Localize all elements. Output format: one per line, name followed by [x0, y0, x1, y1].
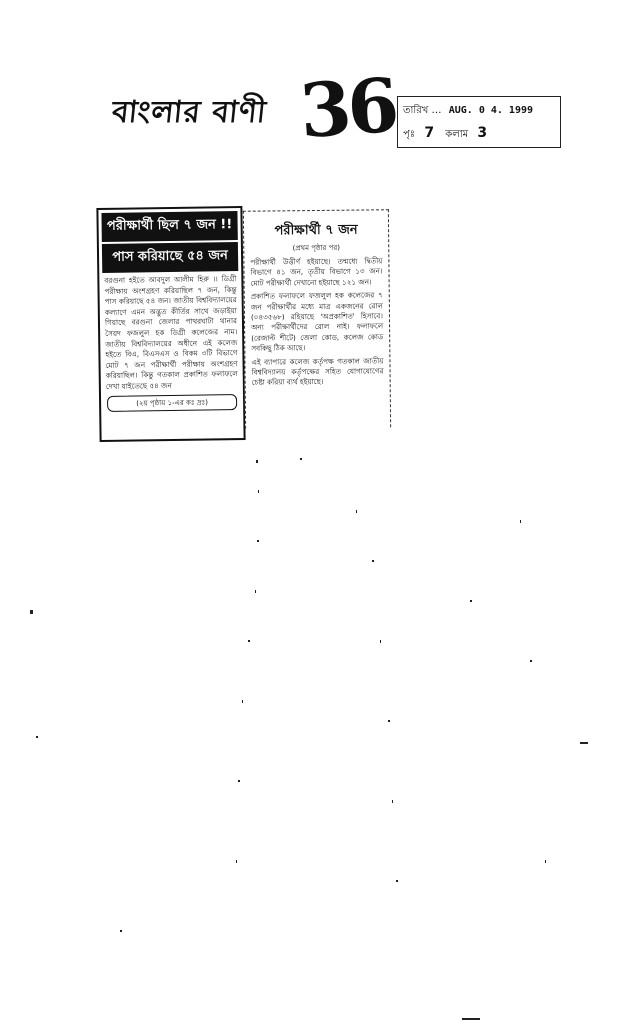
scan-speck: [530, 660, 532, 662]
stamp-page-label: পৃঃ: [403, 129, 416, 140]
scan-speck: [258, 490, 259, 493]
scan-speck: [392, 800, 393, 803]
scan-speck: [372, 560, 374, 562]
scan-speck: [300, 458, 302, 460]
clipping-headline-2: পাস করিয়াছে ৫৪ জন: [102, 242, 238, 273]
stamp-page-row: [403, 125, 495, 144]
clipping-title: পরীক্ষার্থী ৭ জন: [274, 222, 358, 239]
scan-speck: [356, 510, 357, 513]
scan-speck: [396, 880, 398, 882]
scan-speck: [580, 742, 588, 744]
scan-speck: [545, 860, 546, 863]
continuation-note: (২য় পৃষ্ঠায় ১-এর কঃ দ্রঃ): [107, 394, 237, 412]
stamp-date-row: তারিখ … AUG. 0 4. 1999: [403, 105, 534, 116]
news-clipping-continued: [243, 209, 391, 429]
scan-speck: [120, 930, 122, 932]
clipping-body-continued: [244, 256, 389, 388]
stamp-column-value: 3: [477, 125, 488, 141]
paragraph: পরীক্ষার্থী উত্তীর্ণ হইয়াছে। তন্মধ্যে দ্বিতীয় বিভাগে ৪১ জন, তৃতীয় বিভাগে ১৩ জন। মোট পরীক্ষার্থী দেখানো হইয়াছে ১২১ জন।: [250, 256, 383, 288]
scan-speck: [242, 700, 243, 703]
scan-speck: [470, 600, 472, 602]
scan-speck: [236, 860, 237, 863]
scan-speck: [248, 640, 250, 642]
date-stamp: [397, 96, 561, 148]
scan-speck: [255, 590, 256, 593]
paragraph: এই ব্যাপারে কলেজ কর্তৃপক্ষ গতকাল জাতীয় বিশ্ববিদ্যালয় কর্তৃপক্ষের সহিত যোগাযোগের চেষ্টা করিয়া ব্যর্থ হইয়াছে।: [251, 355, 384, 388]
scan-speck: [30, 610, 33, 614]
stamp-date-label: তারিখ: [403, 105, 429, 116]
clipping-body: বরগুনা হইতে আবদুল আলীম হিরু ।। ডিগ্রী পরীক্ষায় অংশগ্রহণ করিয়াছিল ৭ জন, কিন্তু পাস করিয়াছে ৫৪ জন। জাতীয় বিশ্ববিদ্যালয়ের কল্যাণে এমন অদ্ভুত কীর্তির সাথে জড়াইয়া গিয়াছে বরগুনা জেলার পাথরঘাটা থানার সৈয়দ ফজলুল হক ডিগ্রী কলেজের নাম। জাতীয় বিশ্ববিদ্যালয়ের অধীনে এই কলেজ হইতে বিএ, বিএসএস ও বিকম ৩টি বিভাগে মোট ৭ জন পরীক্ষার্থী পরীক্ষায় অংশগ্রহণ করিয়াছিল। কিন্তু গতকাল প্রকাশিত ফলাফলে দেখা যাইতেছে ৫৪ জন: [104, 274, 238, 391]
stamp-column-label: কলাম: [445, 129, 469, 140]
scan-speck: [520, 520, 521, 523]
newspaper-name: বাংলার বাণী: [110, 95, 269, 130]
handwritten-folio-number: 36: [297, 62, 398, 156]
scan-speck: [462, 1018, 480, 1020]
clipping-subtitle: (প্রথম পৃষ্ঠার পর): [292, 243, 340, 253]
scan-speck: [388, 720, 390, 722]
scan-speck: [238, 780, 240, 782]
stamp-page-value: 7: [424, 125, 435, 141]
news-clipping-front: [96, 206, 245, 442]
scan-speck: [380, 640, 381, 643]
clipping-headline-1: পরীক্ষার্থী ছিল ৭ জন !!: [101, 211, 237, 242]
stamp-date-value: AUG. 0 4. 1999: [448, 105, 534, 116]
scan-speck: [36, 736, 38, 738]
scan-speck: [256, 460, 258, 463]
paragraph: প্রকাশিত ফলাফলে ফজলুল হক কলেজের ৭ জন পরীক্ষার্থীর মধ্যে মাত্র একজনের রোল (০৪৩৫৬৮) রহিয়াছে 'অপ্রকাশিত' হিসাবে। অন্য পরীক্ষার্থীদের রোল নাই। ফলাফলে (রেজাল্ট শীটে) জেলা কোড, কলেজ কোড সবকিছু ঠিক আছে।: [250, 290, 384, 353]
scan-speck: [257, 540, 259, 542]
